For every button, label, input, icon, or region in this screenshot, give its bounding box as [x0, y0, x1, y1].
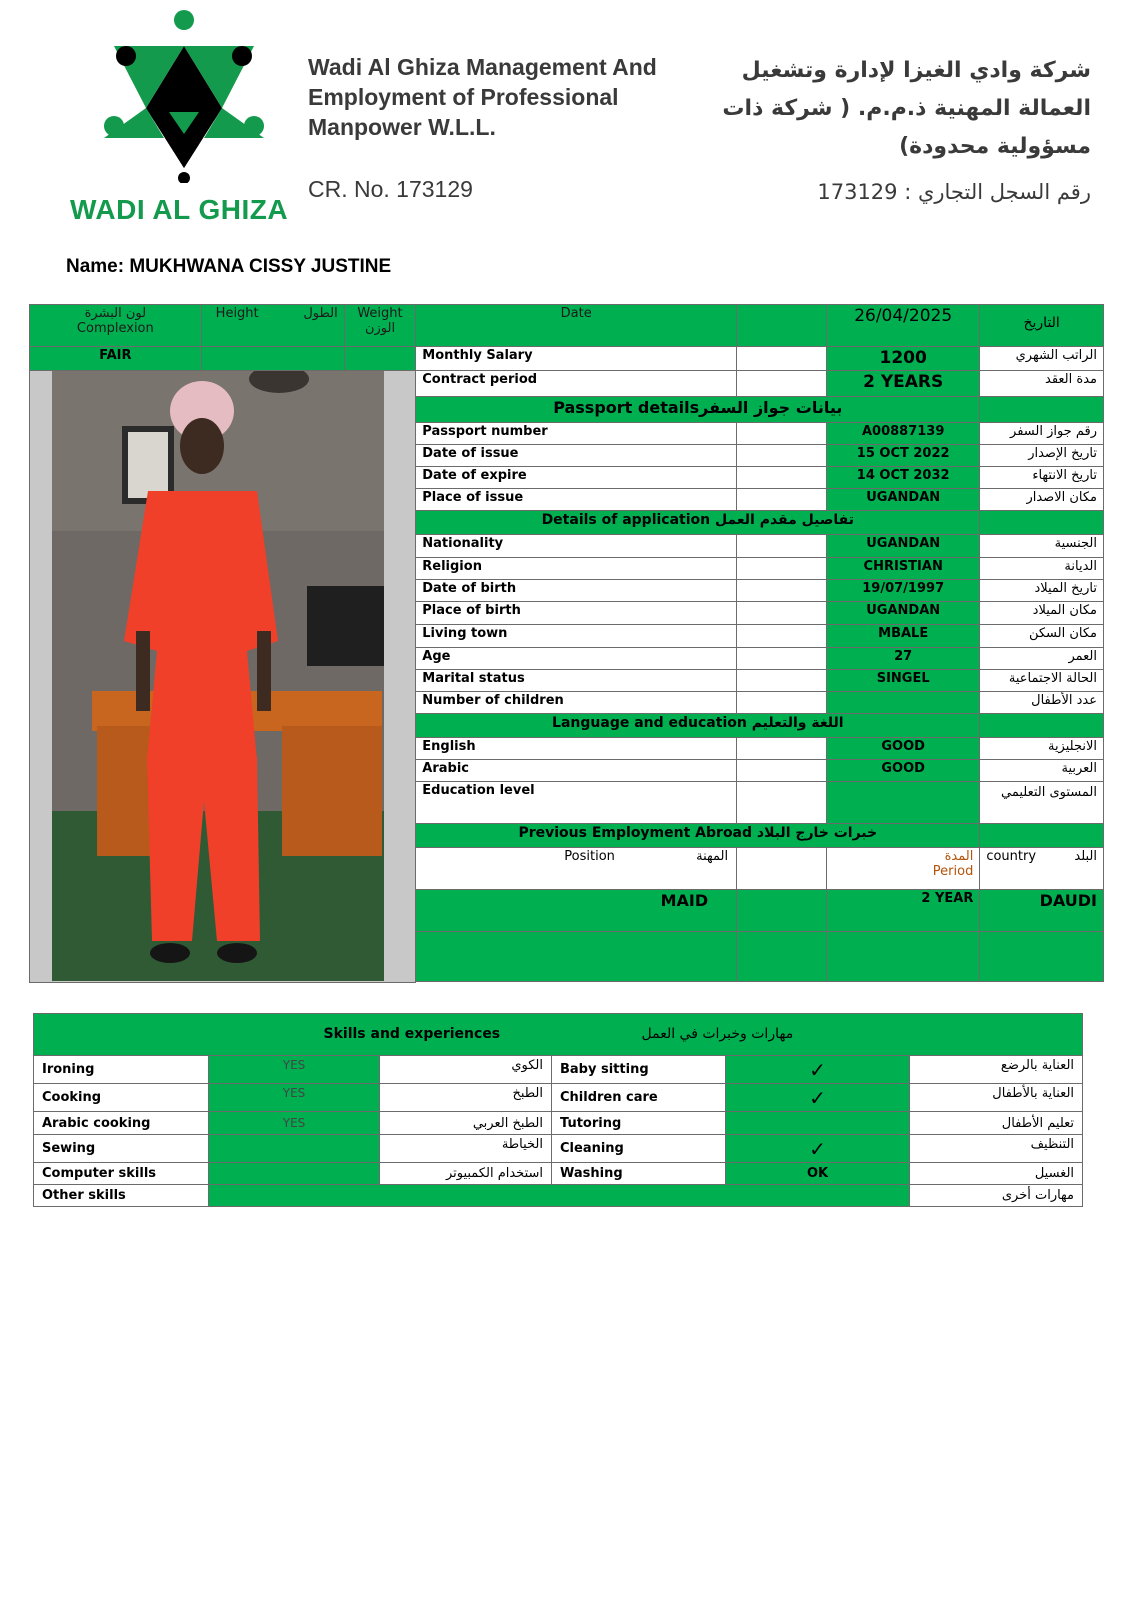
- weight-header-en: Weight: [357, 306, 403, 321]
- skill-washing-label: Washing: [552, 1163, 726, 1185]
- language-section-spacer: [980, 714, 1104, 738]
- marital-status-label: Marital status: [416, 670, 737, 692]
- cr-number-arabic: رقم السجل التجاري : 173129: [817, 180, 1091, 204]
- place-of-birth-label: Place of birth: [416, 602, 737, 625]
- contract-label: Contract period: [416, 371, 737, 397]
- position-header-en: Position: [564, 849, 615, 864]
- marital-status-label-ar: الحالة الاجتماعية: [980, 670, 1104, 692]
- skills-title-en: Skills and experiences: [323, 1025, 501, 1042]
- date-of-expire-value: 14 OCT 2032: [827, 467, 980, 489]
- skill-tutoring-value: [726, 1112, 910, 1135]
- previous-period-value: 2 YEAR: [827, 890, 980, 932]
- age-label: Age: [416, 648, 737, 670]
- place-of-birth-spacer: [737, 602, 827, 625]
- skills-title-ar: مهارات وخبرات في العمل: [641, 1025, 794, 1042]
- date-of-birth-value: 19/07/1997: [827, 580, 980, 602]
- skill-cooking-value: YES: [209, 1084, 380, 1112]
- salary-value: 1200: [827, 347, 980, 371]
- country-header-ar: البلد: [1074, 849, 1097, 864]
- date-of-expire-spacer: [737, 467, 827, 489]
- age-label-ar: العمر: [980, 648, 1104, 670]
- applicant-photo: [52, 371, 384, 981]
- complexion-header-ar: لون البشرة: [84, 306, 147, 321]
- skills-table: [33, 1013, 1083, 1207]
- period-header: [827, 848, 980, 890]
- salary-spacer: [737, 347, 827, 371]
- skill-arabic-cooking-label: Arabic cooking: [34, 1112, 209, 1135]
- height-header-en: Height: [215, 306, 259, 321]
- logo-wordmark: WADI AL GHIZA: [70, 194, 289, 225]
- passport-number-label: Passport number: [416, 423, 737, 445]
- skill-children-care-label: Children care: [552, 1084, 726, 1112]
- photo-cell: [30, 371, 416, 983]
- date-of-birth-spacer: [737, 580, 827, 602]
- date-value: 26/04/2025: [827, 305, 980, 347]
- previous-position-spacer: [737, 890, 827, 932]
- nationality-value: UGANDAN: [827, 535, 980, 558]
- children-spacer: [737, 692, 827, 714]
- skill-washing-value: OK: [726, 1163, 910, 1185]
- living-town-value: MBALE: [827, 625, 980, 648]
- pad-4: [980, 982, 1104, 983]
- education-label-ar: المستوى التعليمي: [980, 782, 1104, 824]
- position-header: [416, 848, 737, 890]
- place-of-birth-label-ar: مكان الميلاد: [980, 602, 1104, 625]
- skill-children-care-check-icon: ✓: [726, 1084, 910, 1112]
- height-header: [201, 305, 344, 347]
- date-of-issue-spacer: [737, 445, 827, 467]
- education-value: [827, 782, 980, 824]
- passport-number-spacer: [737, 423, 827, 445]
- children-value: [827, 692, 980, 714]
- date-header: Date: [416, 305, 737, 347]
- empty-cell-b: [737, 932, 827, 982]
- skill-sewing-label: Sewing: [34, 1135, 209, 1163]
- employment-section-spacer: [980, 824, 1104, 848]
- logo-emblem-icon: [84, 8, 284, 183]
- nationality-label-ar: الجنسية: [980, 535, 1104, 558]
- english-label-ar: الانجليزية: [980, 738, 1104, 760]
- arabic-label-ar: العربية: [980, 760, 1104, 782]
- education-spacer: [737, 782, 827, 824]
- place-of-issue-label: Place of issue: [416, 489, 737, 511]
- pad-3: [827, 982, 980, 983]
- height-header-ar: الطول: [303, 306, 338, 321]
- place-of-issue-spacer: [737, 489, 827, 511]
- empty-cell-c: [827, 932, 980, 982]
- skill-baby-sitting-label: Baby sitting: [552, 1056, 726, 1084]
- skill-sewing-label-ar: الخياطة: [380, 1135, 552, 1163]
- application-section-title: Details of application تفاصيل مقدم العمل: [416, 511, 980, 535]
- date-header-ar: التاريخ: [980, 305, 1104, 347]
- nationality-label: Nationality: [416, 535, 737, 558]
- skill-other-label-ar: مهارات أخرى: [910, 1185, 1083, 1207]
- place-of-issue-label-ar: مكان الاصدار: [980, 489, 1104, 511]
- skill-children-care-label-ar: العناية بالأطفال: [910, 1084, 1083, 1112]
- skill-tutoring-label: Tutoring: [552, 1112, 726, 1135]
- previous-country-value: DAUDI: [980, 890, 1104, 932]
- date-of-birth-label-ar: تاريخ الميلاد: [980, 580, 1104, 602]
- date-of-issue-value: 15 OCT 2022: [827, 445, 980, 467]
- skill-ironing-label: Ironing: [34, 1056, 209, 1084]
- religion-spacer: [737, 558, 827, 580]
- contract-label-ar: مدة العقد: [980, 371, 1104, 397]
- skill-other-label: Other skills: [34, 1185, 209, 1207]
- skill-computer-label: Computer skills: [34, 1163, 209, 1185]
- date-of-issue-label: Date of issue: [416, 445, 737, 467]
- date-of-expire-label-ar: تاريخ الانتهاء: [980, 467, 1104, 489]
- height-value: [201, 347, 344, 371]
- education-label: Education level: [416, 782, 737, 824]
- skill-arabic-cooking-value: YES: [209, 1112, 380, 1135]
- complexion-header-en: Complexion: [76, 321, 154, 336]
- skill-cooking-label: Cooking: [34, 1084, 209, 1112]
- skill-baby-sitting-check-icon: ✓: [726, 1056, 910, 1084]
- date-of-issue-label-ar: تاريخ الإصدار: [980, 445, 1104, 467]
- empty-cell-d: [980, 932, 1104, 982]
- date-of-expire-label: Date of expire: [416, 467, 737, 489]
- applicant-name: Name: MUKHWANA CISSY JUSTINE: [66, 256, 392, 277]
- religion-value: CHRISTIAN: [827, 558, 980, 580]
- country-header: [980, 848, 1104, 890]
- english-value: GOOD: [827, 738, 980, 760]
- salary-label-ar: الراتب الشهري: [980, 347, 1104, 371]
- name-label: Name: [66, 256, 118, 277]
- marital-status-spacer: [737, 670, 827, 692]
- skill-sewing-value: [209, 1135, 380, 1163]
- language-section-title: Language and education اللغة والتعليم: [416, 714, 980, 738]
- complexion-header: [30, 305, 202, 347]
- passport-section-title: Passport detailsبيانات جواز السفر: [416, 397, 980, 423]
- skill-tutoring-label-ar: تعليم الأطفال: [910, 1112, 1083, 1135]
- skill-cleaning-label: Cleaning: [552, 1135, 726, 1163]
- passport-number-value: A00887139: [827, 423, 980, 445]
- salary-label: Monthly Salary: [416, 347, 737, 371]
- complexion-value: FAIR: [30, 347, 202, 371]
- arabic-spacer: [737, 760, 827, 782]
- cr-number-english: CR. No. 173129: [308, 176, 473, 202]
- contract-spacer: [737, 371, 827, 397]
- date-of-birth-label: Date of birth: [416, 580, 737, 602]
- religion-label-ar: الديانة: [980, 558, 1104, 580]
- skill-computer-value: [209, 1163, 380, 1185]
- place-of-issue-value: UGANDAN: [827, 489, 980, 511]
- skill-ironing-label-ar: الكوي: [380, 1056, 552, 1084]
- period-header-ar: المدة: [944, 849, 974, 864]
- place-of-birth-value: UGANDAN: [827, 602, 980, 625]
- children-label: Number of children: [416, 692, 737, 714]
- skill-cleaning-check-icon: ✓: [726, 1135, 910, 1163]
- position-header-ar: المهنة: [696, 849, 729, 864]
- period-header-en: Period: [932, 864, 974, 879]
- arabic-label: Arabic: [416, 760, 737, 782]
- skill-baby-sitting-label-ar: العناية بالرضع: [910, 1056, 1083, 1084]
- living-town-spacer: [737, 625, 827, 648]
- position-spacer: [737, 848, 827, 890]
- pad-2: [737, 982, 827, 983]
- passport-number-label-ar: رقم جواز السفر: [980, 423, 1104, 445]
- passport-section-spacer: [980, 397, 1104, 423]
- applicant-details-table: [29, 304, 1104, 983]
- company-name-arabic: شركة وادي الغيزا لإدارة وتشغيل العمالة المهنية ذ.م.م. ( شركة ذات مسؤولية محدودة): [722, 58, 1091, 159]
- pad-1: [416, 982, 737, 983]
- age-value: 27: [827, 648, 980, 670]
- empty-cell-a: [416, 932, 737, 982]
- contract-value: 2 YEARS: [827, 371, 980, 397]
- employment-section-title: Previous Employment Abroad خبرات خارج البلاد: [416, 824, 980, 848]
- company-name-english: Wadi Al Ghiza Management And Employment of Professional Manpower W.L.L.: [308, 54, 657, 140]
- weight-header: [344, 305, 416, 347]
- application-section-spacer: [980, 511, 1104, 535]
- children-label-ar: عدد الأطفال: [980, 692, 1104, 714]
- nationality-spacer: [737, 535, 827, 558]
- skills-title-row: [34, 1014, 1083, 1056]
- living-town-label: Living town: [416, 625, 737, 648]
- date-spacer: [737, 305, 827, 347]
- skill-ironing-value: YES: [209, 1056, 380, 1084]
- age-spacer: [737, 648, 827, 670]
- skill-cooking-label-ar: الطبخ: [380, 1084, 552, 1112]
- skill-computer-label-ar: استخدام الكمبيوتر: [380, 1163, 552, 1185]
- living-town-label-ar: مكان السكن: [980, 625, 1104, 648]
- skill-arabic-cooking-label-ar: الطبخ العربي: [380, 1112, 552, 1135]
- religion-label: Religion: [416, 558, 737, 580]
- weight-value: [344, 347, 416, 371]
- skill-washing-label-ar: الغسيل: [910, 1163, 1083, 1185]
- applicant-photo-image: [52, 371, 384, 981]
- company-logo: [62, 8, 302, 230]
- name-value: MUKHWANA CISSY JUSTINE: [129, 256, 392, 277]
- marital-status-value: SINGEL: [827, 670, 980, 692]
- weight-header-ar: الوزن: [364, 321, 396, 336]
- previous-position-value: MAID: [416, 890, 737, 932]
- country-header-en: country: [986, 849, 1037, 864]
- arabic-value: GOOD: [827, 760, 980, 782]
- skill-other-value: [209, 1185, 910, 1207]
- skill-cleaning-label-ar: التنظيف: [910, 1135, 1083, 1163]
- english-spacer: [737, 738, 827, 760]
- english-label: English: [416, 738, 737, 760]
